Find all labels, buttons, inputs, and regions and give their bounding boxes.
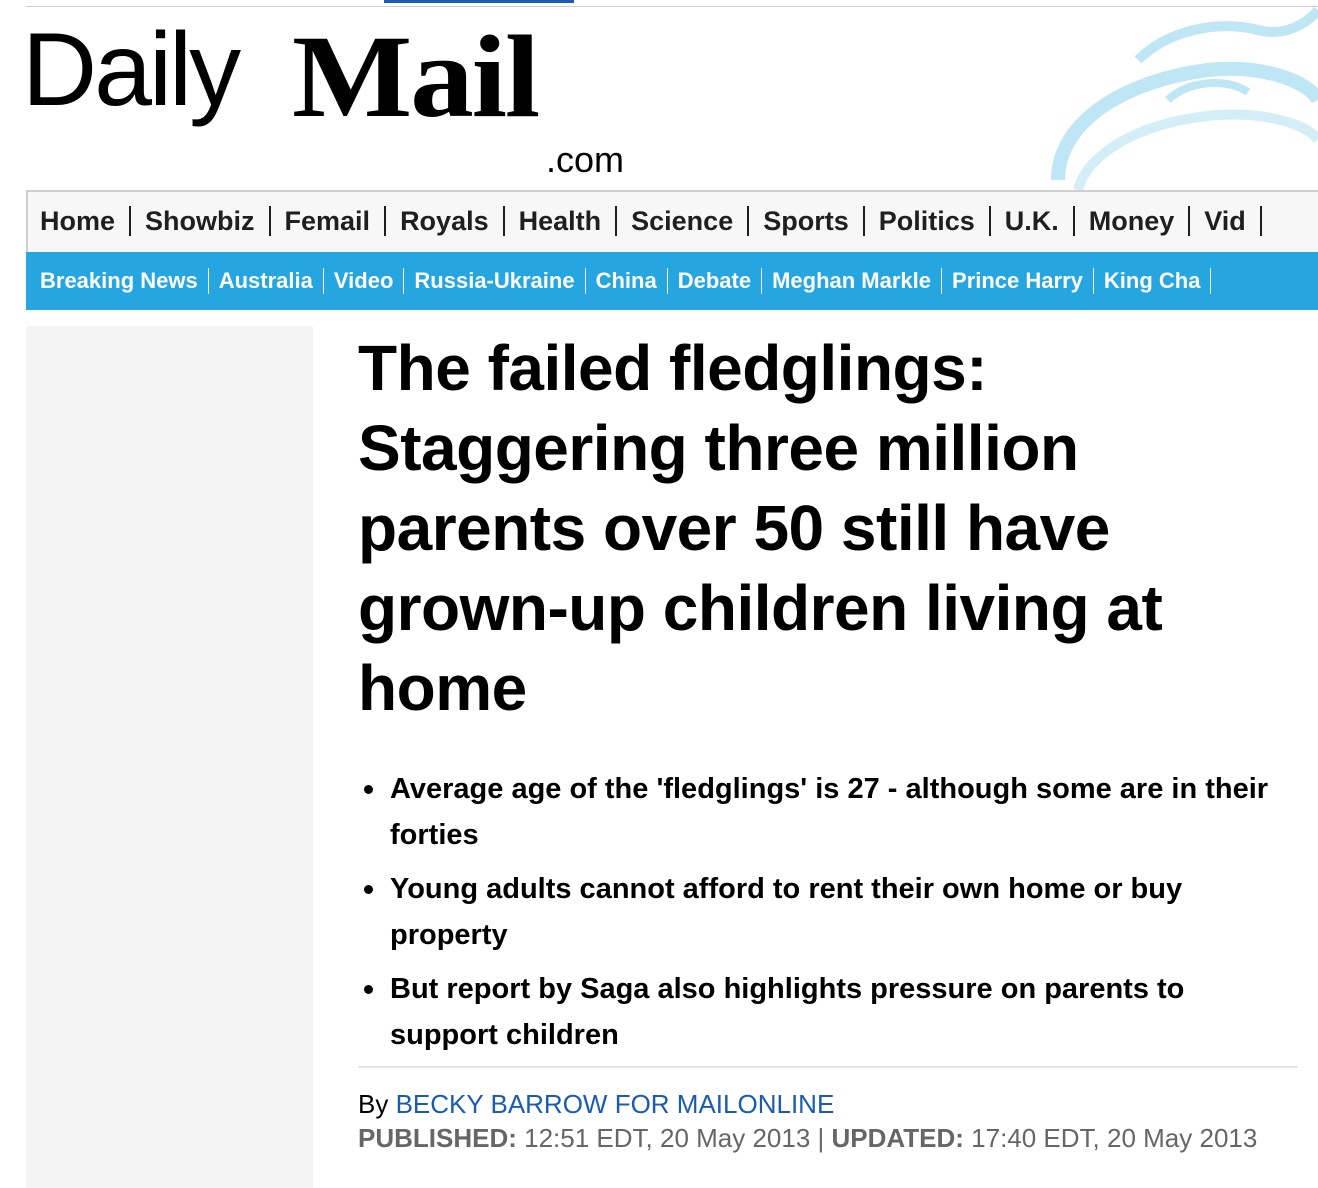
masthead	[0, 0, 1318, 190]
summary-bullet	[358, 766, 1298, 858]
bullet-dot-icon	[364, 885, 373, 894]
byline	[358, 1088, 834, 1120]
byline-divider	[358, 1066, 1298, 1068]
bullet-text: Average age of the 'fledglings' is 27 - although some are in their forties	[390, 773, 1269, 851]
nav-item-money[interactable]: Money	[1089, 206, 1191, 236]
published-timestamp: 12:51 EDT, 20 May 2013 |	[516, 1123, 832, 1153]
bullet-text: Young adults cannot afford to rent their own home or buy property	[390, 873, 1183, 951]
nav-item-politics[interactable]: Politics	[879, 206, 991, 236]
summary-bullet	[358, 966, 1298, 1058]
primary-nav	[26, 190, 1318, 252]
nav-item-u-k[interactable]: U.K.	[1005, 206, 1075, 236]
subnav-item-debate[interactable]: Debate	[678, 268, 762, 294]
nav-item-vid[interactable]: Vid	[1204, 206, 1262, 236]
subnav-item-video[interactable]: Video	[334, 268, 405, 294]
subnav-item-meghan-markle[interactable]: Meghan Markle	[772, 268, 942, 294]
bullet-dot-icon	[364, 785, 373, 794]
logo-domain-text: .com	[546, 139, 625, 180]
left-sidebar	[26, 326, 313, 1188]
subnav-item-king-cha[interactable]: King Cha	[1104, 268, 1212, 294]
nav-item-science[interactable]: Science	[631, 206, 749, 236]
article	[358, 328, 1298, 1066]
secondary-nav	[26, 252, 1318, 310]
updated-label: UPDATED:	[831, 1123, 964, 1153]
article-summary-bullets	[358, 766, 1298, 1058]
article-dates	[358, 1124, 1258, 1152]
nav-item-showbiz[interactable]: Showbiz	[145, 206, 271, 236]
nav-item-health[interactable]: Health	[519, 206, 618, 236]
author-link[interactable]: BECKY BARROW FOR MAILONLINE	[395, 1089, 835, 1119]
bullet-text: But report by Saga also highlights pressure on parents to support children	[390, 973, 1185, 1051]
nav-item-home[interactable]: Home	[40, 206, 131, 236]
article-headline: The failed fledglings: Staggering three million parents over 50 still have grown-up children living at home	[358, 332, 1163, 724]
nav-item-royals[interactable]: Royals	[400, 206, 505, 236]
logo-mail-text[interactable]: Mail	[292, 11, 539, 142]
subnav-item-china[interactable]: China	[596, 268, 668, 294]
published-label: PUBLISHED:	[358, 1123, 517, 1153]
byline-prefix: By	[358, 1089, 396, 1119]
bullet-dot-icon	[364, 985, 373, 994]
updated-timestamp: 17:40 EDT, 20 May 2013	[963, 1123, 1258, 1153]
subnav-item-breaking-news[interactable]: Breaking News	[40, 268, 209, 294]
summary-bullet	[358, 866, 1298, 958]
masthead-decoration-icon	[1018, 0, 1318, 190]
subnav-item-russia-ukraine[interactable]: Russia-Ukraine	[414, 268, 585, 294]
nav-item-sports[interactable]: Sports	[763, 206, 865, 236]
subnav-item-australia[interactable]: Australia	[219, 268, 324, 294]
subnav-item-prince-harry[interactable]: Prince Harry	[952, 268, 1094, 294]
logo-daily-text[interactable]: Daily	[22, 12, 239, 128]
nav-item-femail[interactable]: Femail	[285, 206, 387, 236]
